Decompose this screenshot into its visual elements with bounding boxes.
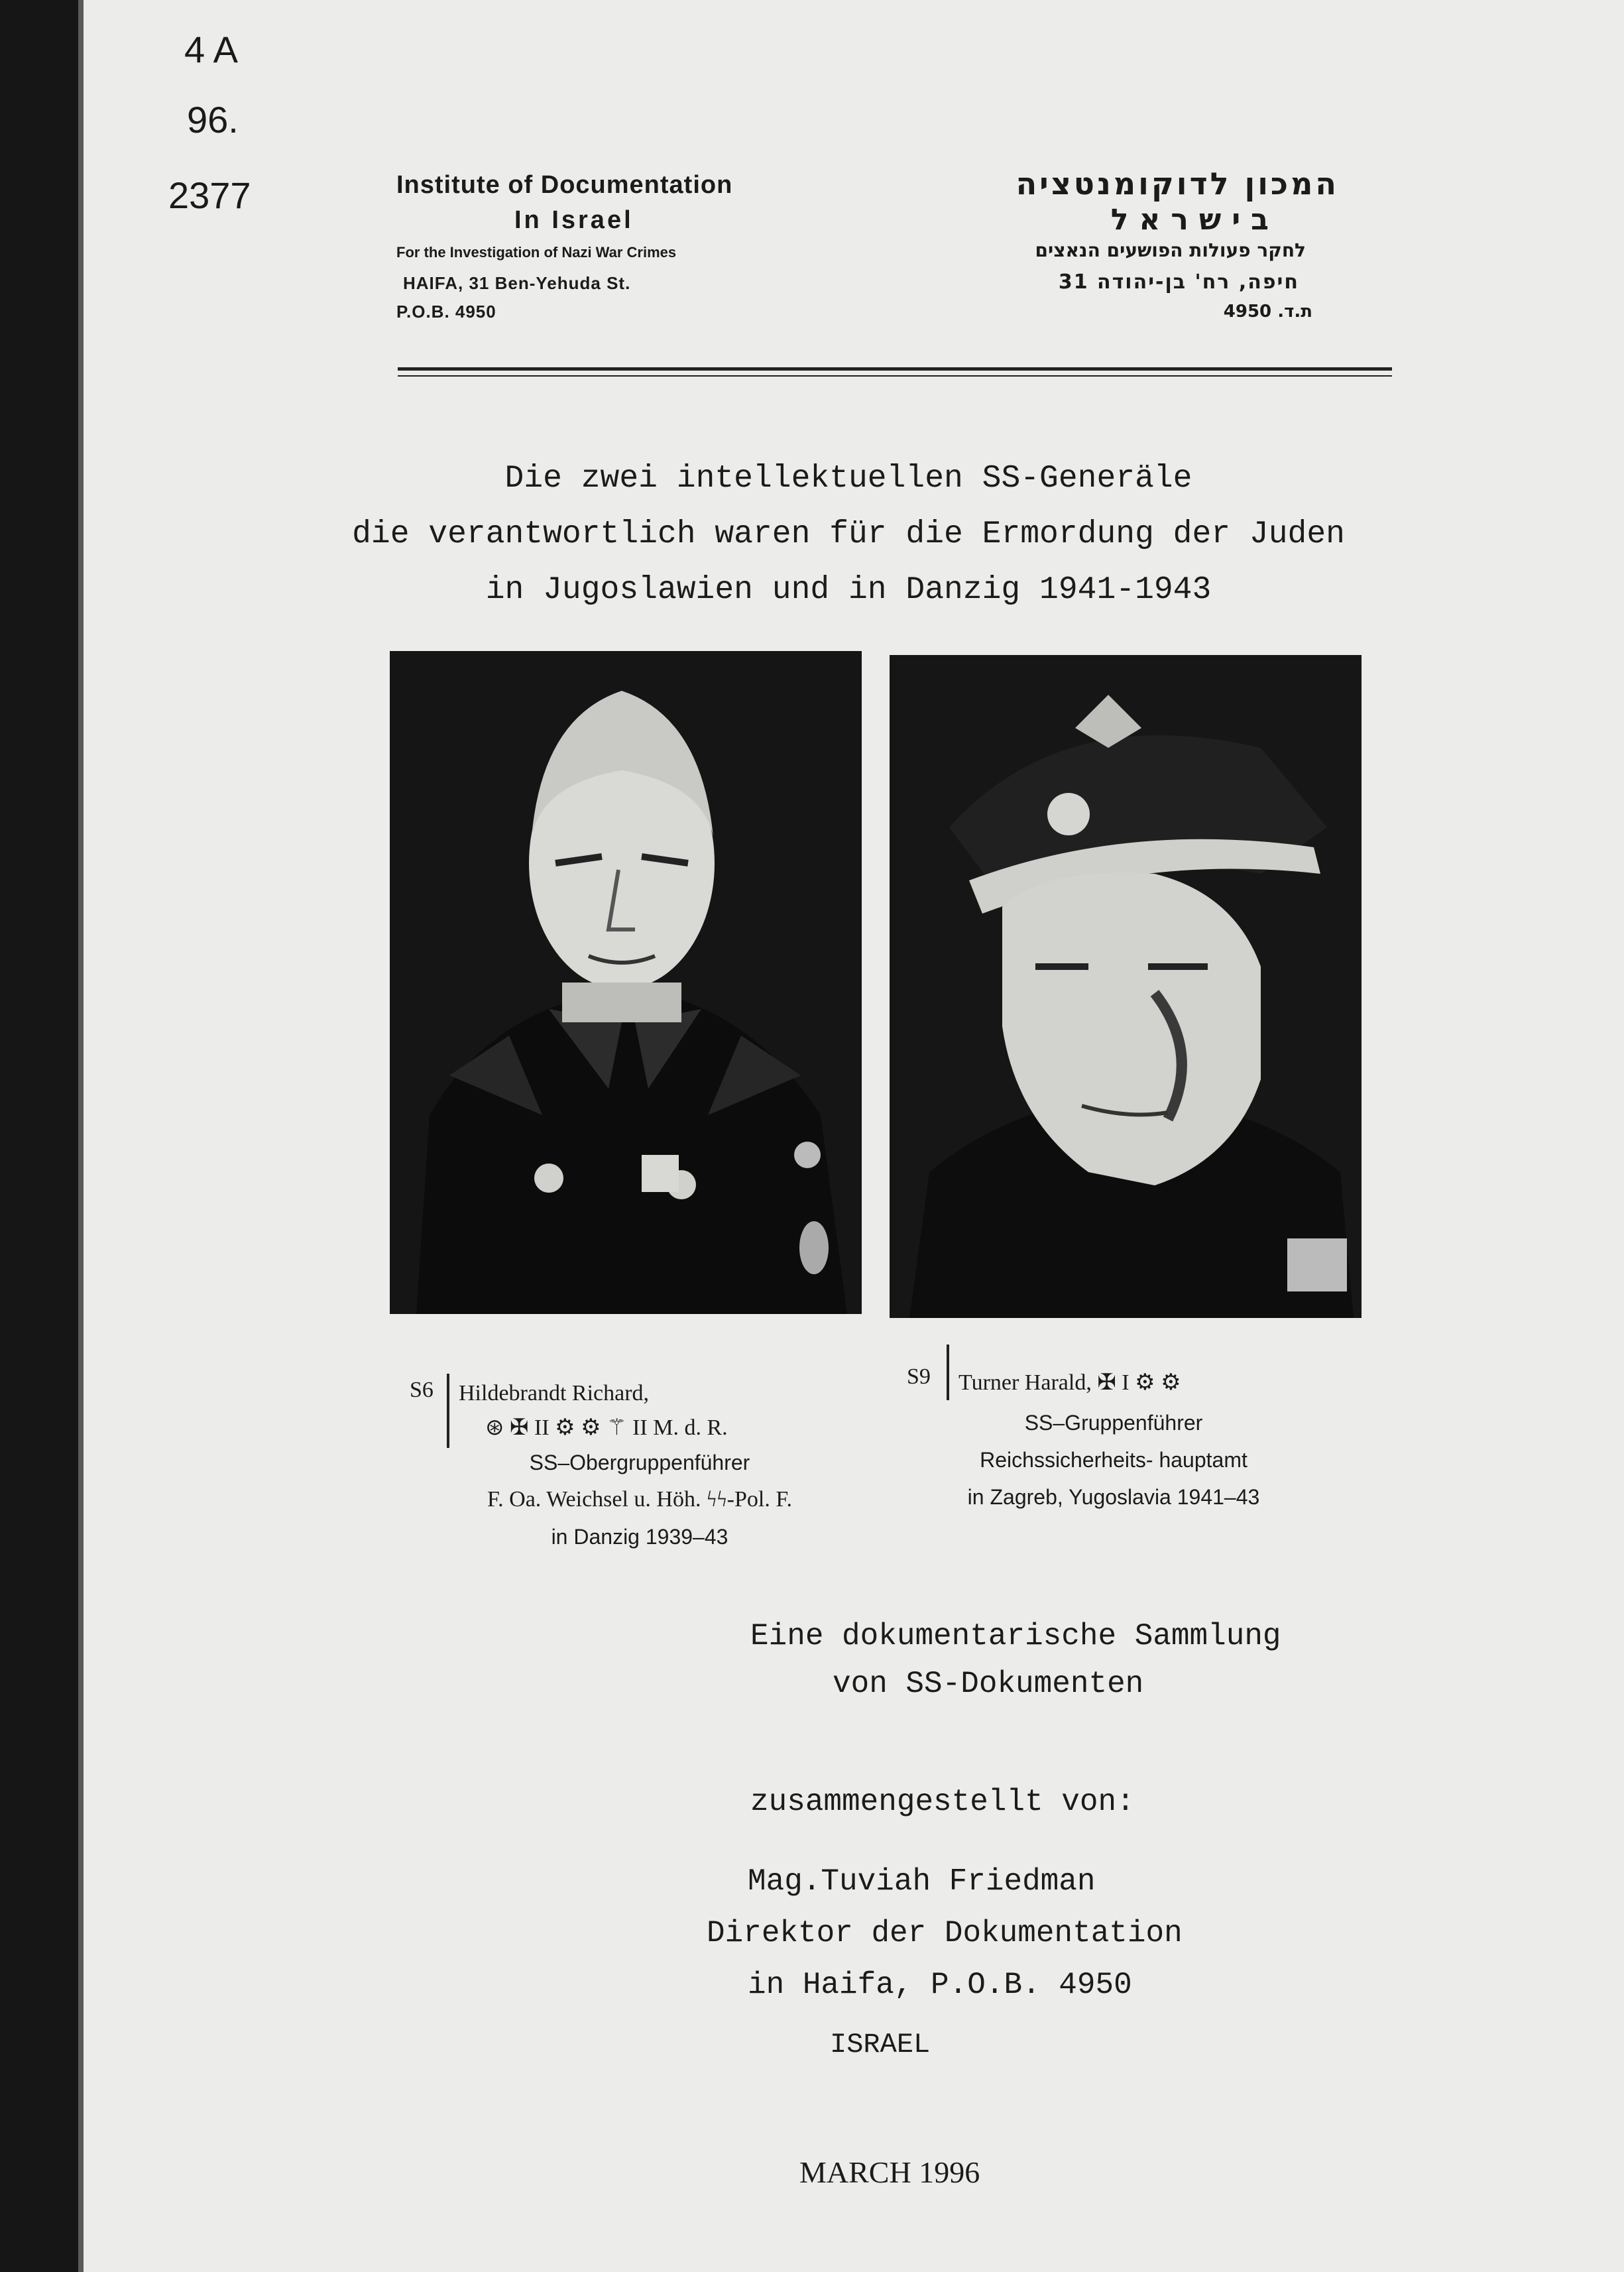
title-line-3: in Jugoslawien und in Danzig 1941-1943 (485, 572, 1212, 608)
caption-1-number: S6 (410, 1378, 434, 1402)
letterhead-english (396, 171, 807, 322)
document-date: MARCH 1996 (799, 2155, 980, 2189)
letterhead-purpose: For the Investigation of Nazi War Crimes (396, 244, 677, 261)
author-title: Direktor der Dokumentation (707, 1916, 1183, 1950)
letterhead-pob: P.O.B. 4950 (396, 302, 496, 322)
compiled-by-label: zusammengestellt von: (750, 1785, 1135, 1819)
binding-spine (0, 0, 78, 2272)
letterhead-rule-thin (398, 375, 1392, 377)
archive-ref-1: 4 A (184, 29, 238, 70)
country: ISRAEL (830, 2029, 931, 2061)
archive-ref-3: 2377 (168, 174, 251, 216)
caption-2-rank: SS–Gruppenführer (1024, 1411, 1203, 1435)
photo-hildebrandt (390, 651, 862, 1314)
letterhead-address: HAIFA, 31 Ben-Yehuda St. (403, 273, 631, 293)
caption-2-name: Turner Harald, ✠ I ⚙ ⚙ (958, 1370, 1181, 1395)
caption-2-location: in Zagreb, Yugoslavia 1941–43 (967, 1485, 1260, 1509)
letterhead-hebrew (888, 166, 1339, 322)
letterhead-he-purpose: לחקר פעולות הפושעים הנאצים (1035, 239, 1306, 261)
caption-1-name: Hildebrandt Richard, (459, 1381, 650, 1405)
title-line-1: Die zwei intellektuellen SS-Generäle (504, 461, 1192, 497)
letterhead-he-pob: ת.ד. 4950 (1223, 302, 1312, 322)
author-address: in Haifa, P.O.B. 4950 (748, 1968, 1132, 2002)
portrait-hildebrandt (390, 651, 862, 1314)
caption-1-details (424, 1444, 855, 1555)
caption-2-bracket (947, 1345, 949, 1400)
letterhead-institute: Institute of Documentation (396, 171, 733, 199)
archive-ref-2: 96. (187, 99, 239, 141)
letterhead-he-address: חיפה, רח' בן-יהודה 31 (1058, 270, 1299, 294)
caption-1-location: in Danzig 1939–43 (551, 1525, 728, 1549)
document-title (312, 451, 1385, 618)
author-name: Mag.Tuviah Friedman (748, 1864, 1096, 1899)
letterhead-he-country: בישראל (1110, 203, 1279, 237)
caption-1-decorations: ⊛ ✠ II ⚙ ⚙ ⚚ II M. d. R. (485, 1415, 728, 1440)
portrait-turner (890, 655, 1362, 1318)
caption-2 (958, 1366, 1181, 1400)
letterhead-rule (398, 367, 1392, 371)
caption-1-position: F. Oa. Weichsel u. Höh. ϟϟ-Pol. F. (487, 1487, 793, 1512)
caption-2-office: Reichssicherheits- hauptamt (980, 1448, 1247, 1472)
binding-edge (78, 0, 84, 2272)
collection-line-2: von SS-Dokumenten (833, 1667, 1144, 1701)
caption-1 (459, 1376, 728, 1445)
letterhead-country: In Israel (514, 206, 634, 234)
caption-1-bracket (447, 1374, 449, 1448)
caption-2-number: S9 (907, 1364, 931, 1389)
collection-line-1: Eine dokumentarische Sammlung (750, 1619, 1281, 1653)
caption-1-rank: SS–Obergruppenführer (529, 1451, 750, 1474)
title-line-2: die verantwortlich waren für die Ermordung der Juden (352, 516, 1345, 552)
letterhead-he-institute: המכון לדוקומנטציה (1015, 166, 1339, 202)
photo-turner (890, 655, 1362, 1318)
caption-2-details (928, 1404, 1299, 1516)
